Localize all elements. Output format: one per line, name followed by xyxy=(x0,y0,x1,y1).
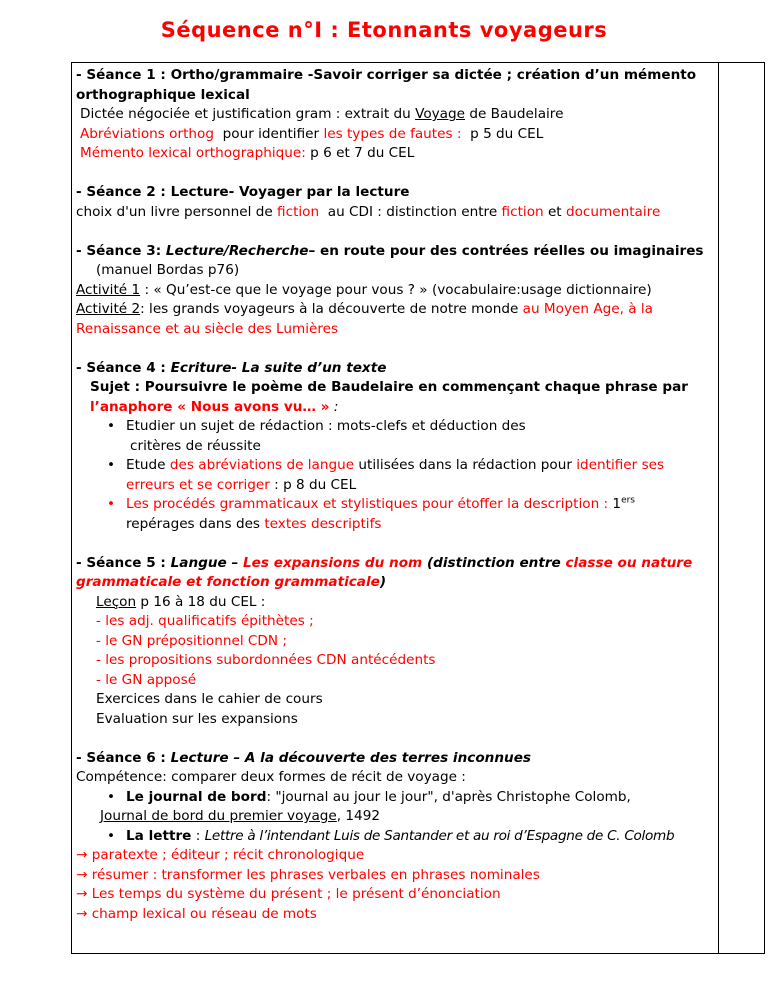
seance-5-evaluation: Evaluation sur les expansions xyxy=(96,710,298,727)
seance-3-manual: (manuel Bordas p76) xyxy=(96,262,240,278)
seance-6-arrow-2: → résumer : transformer les phrases verbales en phrases nominales xyxy=(76,866,540,883)
seance-6-competence: Compétence: comparer deux formes de récit de voyage : xyxy=(76,769,466,785)
lesson-content xyxy=(76,66,716,924)
seance-6-arrow-3: → Les temps du système du présent ; le présent d’énonciation xyxy=(76,886,501,902)
seance-6-bullet-1-cont: Journal de bord du premier voyage, 1492 xyxy=(100,808,381,824)
seance-6-arrow-1: → paratexte ; éditeur ; récit chronologique xyxy=(76,847,365,863)
seance-5-item-3: - les propositions subordonnées CDN antécédents xyxy=(96,652,436,668)
page-title: Séquence n°I : Etonnants voyageurs xyxy=(160,18,608,42)
seance-3-activite-1: Activité 1 : « Qu’est-ce que le voyage pour vous ? » (vocabulaire:usage dictionnaire) xyxy=(76,281,652,298)
lesson-table xyxy=(71,62,765,954)
seance-6-heading: - Séance 6 : Lecture – A la découverte des terres inconnues xyxy=(76,749,532,766)
seance-1-line-1: Dictée négociée et justification gram : extrait du Voyage de Baudelaire xyxy=(80,106,564,122)
seance-1-heading: - Séance 1 : Ortho/grammaire -Savoir corriger sa dictée ; création d’un mémento orthographique lexical xyxy=(76,67,697,103)
seance-3-activite-2: Activité 2: les grands voyageurs à la découverte de notre monde au Moyen Age, à la xyxy=(76,301,654,317)
seance-5-exercices: Exercices dans le cahier de cours xyxy=(96,691,323,707)
seance-4-heading: - Séance 4 : Ecriture- La suite d’un texte xyxy=(76,359,387,376)
seance-1-line-3: Mémento lexical orthographique: p 6 et 7 du CEL xyxy=(80,145,415,161)
seance-6-bullet-1: • Le journal de bord: "journal au jour le jour", d'après Christophe Colomb, xyxy=(107,788,631,805)
seance-1-line-2: Abréviations orthog pour identifier les types de fautes : p 5 du CEL xyxy=(80,125,544,142)
seance-6-arrow-4: → champ lexical ou réseau de mots xyxy=(76,905,317,922)
seance-5-item-1: - les adj. qualificatifs épithètes ; xyxy=(96,613,314,629)
seance-2-line-1: choix d'un livre personnel de fiction au CDI : distinction entre fiction et documentaire xyxy=(76,203,661,220)
seance-2-heading: - Séance 2 : Lecture- Voyager par la lecture xyxy=(76,184,410,200)
seance-3-heading: - Séance 3: Lecture/Recherche– en route pour des contrées réelles ou imaginaires xyxy=(76,242,704,259)
seance-4-bullet-1: • Etudier un sujet de rédaction : mots-clefs et déduction des critères de réussite xyxy=(107,418,526,454)
seance-5-lecon: Leçon p 16 à 18 du CEL : xyxy=(96,593,266,610)
seance-4-sujet: Sujet : Poursuivre le poème de Baudelaire en commençant chaque phrase par xyxy=(90,379,688,395)
seance-5-heading-cont: grammaticale et fonction grammaticale) xyxy=(76,574,387,590)
seance-4-anaphore: l’anaphore « Nous avons vu… » : xyxy=(90,398,339,415)
seance-5-item-2: - le GN prépositionnel CDN ; xyxy=(96,632,287,649)
column-divider xyxy=(718,63,719,953)
seance-4-bullet-2: • Etude des abréviations de langue utilisées dans la rédaction pour identifier ses erreurs et se corriger : p 8 du CEL xyxy=(107,457,665,493)
seance-5-item-4: - le GN apposé xyxy=(96,671,197,688)
seance-3-activite-2-cont: Renaissance et au siècle des Lumières xyxy=(76,320,339,337)
seance-4-bullet-3: • Les procédés grammaticaux et stylistiques pour étoffer la description : 1ers repérages dans des textes descriptifs xyxy=(107,495,635,532)
seance-5-heading: - Séance 5 : Langue – Les expansions du nom (distinction entre classe ou nature xyxy=(76,554,693,571)
seance-6-bullet-2: • La lettre : Lettre à l’intendant Luis de Santander et au roi d’Espagne de C. Colomb xyxy=(107,827,675,844)
